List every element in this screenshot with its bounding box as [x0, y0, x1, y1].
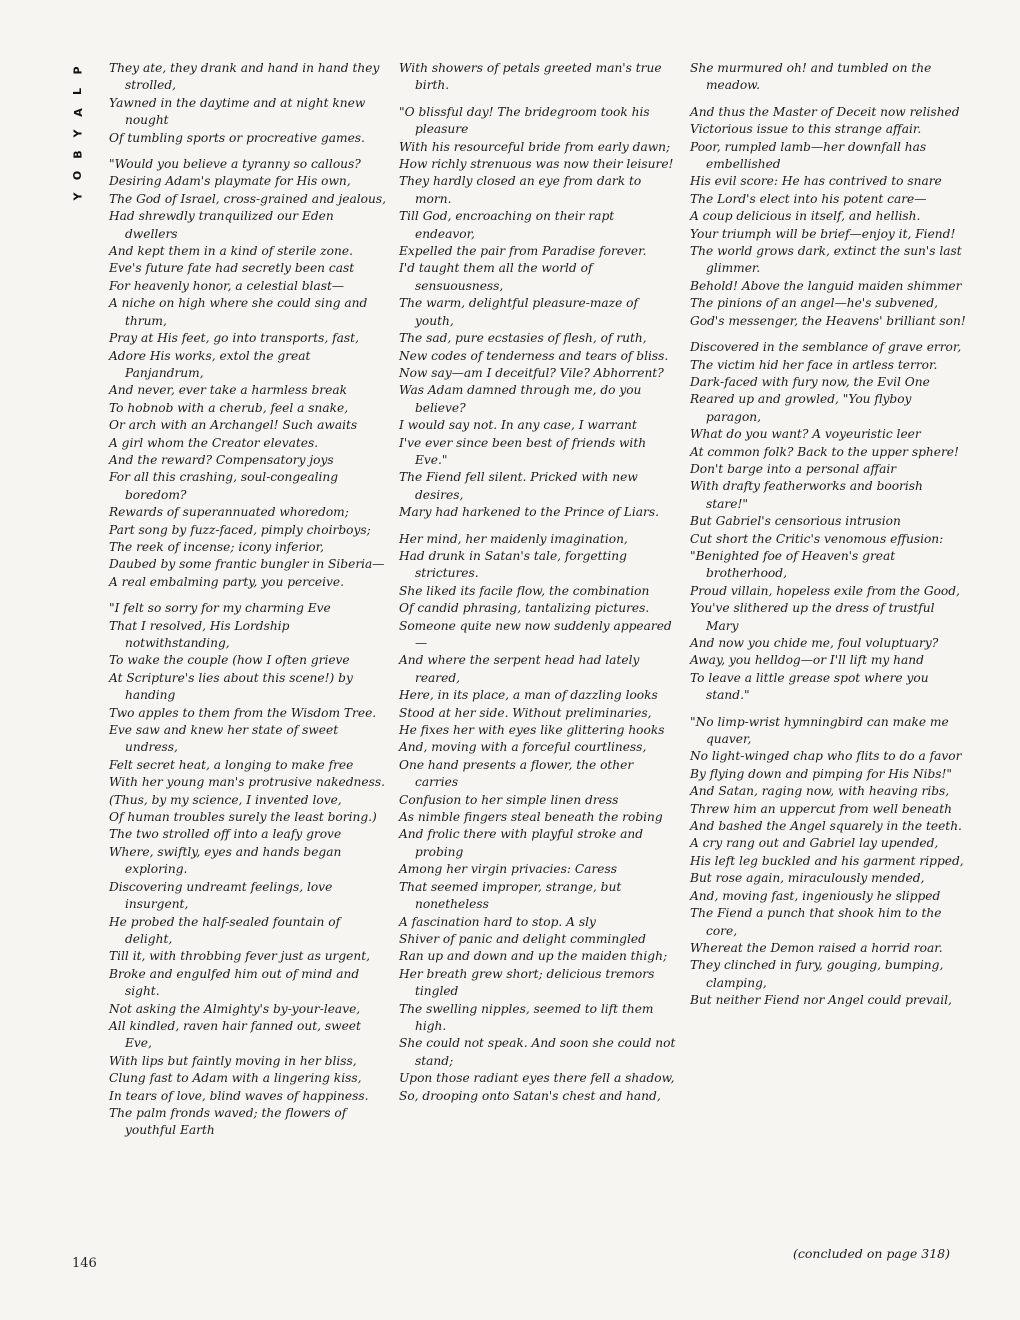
verse-line: That seemed improper, strange, but nonetheless	[399, 879, 622, 912]
verse-line: For all this crashing, soul-congealing boredom?	[109, 470, 339, 502]
verse-line: He probed the half-sealed fountain of delight,	[109, 914, 341, 946]
verse-line: The victim hid her face in artless terror.	[690, 357, 938, 372]
verse-line: No light-winged chap who flits to do a favor	[690, 749, 962, 764]
verse-line: Threw him an uppercut from well beneath	[690, 801, 952, 816]
verse-line: Expelled the pair from Paradise forever.	[399, 244, 647, 259]
verse-line: Dark-faced with fury now, the Evil One	[690, 374, 930, 389]
verse-line: Till it, with throbbing fever just as urgent,	[109, 949, 371, 964]
verse-line: And never, ever take a harmless break	[109, 383, 347, 398]
verse-line: Where, swiftly, eyes and hands began exploring.	[109, 844, 342, 877]
verse-line: Confusion to her simple linen dress	[399, 792, 619, 807]
verse-line: "Benighted foe of Heaven's great brotherhood,	[690, 548, 896, 581]
verse-line: Adore His works, extol the great Panjandrum,	[109, 348, 311, 380]
verse-line: The world grows dark, extinct the sun's last glimmer.	[690, 244, 962, 276]
verse-line: With her young man's protrusive nakedness.	[109, 775, 385, 790]
stanza	[690, 104, 968, 330]
verse-line: Among her virgin privacies: Caress	[399, 862, 618, 877]
masthead-letter: O	[71, 170, 85, 181]
page-number: 146	[72, 1256, 97, 1271]
verse-line: I'd taught them all the world of sensuousness,	[399, 261, 593, 293]
verse-line: Broke and engulfed him out of mind and sight.	[109, 966, 360, 999]
stanza	[399, 60, 677, 95]
verse-line: Behold! Above the languid maiden shimmer	[690, 278, 962, 293]
verse-line: With his resourceful bride from early dawn;	[399, 139, 671, 154]
verse-line: At common folk? Back to the upper sphere!	[690, 444, 959, 459]
magazine-masthead	[68, 60, 88, 207]
verse-line: Proud villain, hopeless exile from the Good,	[690, 583, 960, 598]
verse-line: They ate, they drank and hand in hand they strolled,	[109, 61, 380, 93]
stanza	[109, 60, 387, 147]
verse-line: Desiring Adam's playmate for His own,	[109, 174, 351, 189]
verse-line: And, moving fast, ingeniously he slipped	[690, 888, 941, 903]
verse-line: Clung fast to Adam with a lingering kiss,	[109, 1071, 362, 1086]
verse-line: Eve's future fate had secretly been cast	[109, 261, 355, 276]
verse-line: To hobnob with a cherub, feel a snake,	[109, 400, 349, 415]
verse-line: Not asking the Almighty's by-your-leave,	[109, 1001, 361, 1016]
verse-line: He fixes her with eyes like glittering hooks	[399, 723, 665, 738]
poem-column-1	[109, 60, 387, 1149]
verse-line: Her mind, her maidenly imagination,	[399, 531, 628, 546]
verse-line: Was Adam damned through me, do you believe?	[399, 383, 642, 415]
verse-line: Two apples to them from the Wisdom Tree.	[109, 705, 377, 720]
verse-line: Discovered in the semblance of grave error,	[690, 340, 962, 355]
verse-line: As nimble fingers steal beneath the robing	[399, 810, 663, 825]
poem-column-3	[690, 60, 968, 1019]
verse-line: Rewards of superannuated whoredom;	[109, 505, 349, 520]
verse-line: Pray at His feet, go into transports, fast,	[109, 331, 359, 346]
verse-line: A girl whom the Creator elevates.	[109, 435, 319, 450]
stanza	[690, 339, 968, 705]
verse-line: They clinched in fury, gouging, bumping, clamping,	[690, 958, 944, 990]
verse-line: The sad, pure ecstasies of flesh, of ruth,	[399, 331, 647, 346]
verse-line: The palm fronds waved; the flowers of youthful Earth	[109, 1105, 347, 1138]
verse-line: And thus the Master of Deceit now relished	[690, 104, 960, 119]
verse-line: Discovering undreamt feelings, love insurgent,	[109, 879, 333, 912]
poem-column-2	[399, 60, 677, 1114]
verse-line: By flying down and pimping for His Nibs!"	[690, 766, 953, 781]
verse-line: "No limp-wrist hymningbird can make me quaver,	[690, 714, 949, 747]
verse-line: "O blissful day! The bridegroom took his pleasure	[399, 104, 650, 137]
verse-line: God's messenger, the Heavens' brilliant son!	[690, 313, 966, 328]
verse-line: Part song by fuzz-faced, pimply choirboys;	[109, 522, 371, 537]
verse-line: Upon those radiant eyes there fell a shadow,	[399, 1071, 675, 1086]
verse-line: Mary had harkened to the Prince of Liars.	[399, 505, 659, 520]
continuation-note: (concluded on page 318)	[793, 1246, 950, 1261]
verse-line: A coup delicious in itself, and hellish.	[690, 209, 921, 224]
verse-line: She liked its facile flow, the combination	[399, 583, 650, 598]
verse-line: The Fiend fell silent. Pricked with new desires,	[399, 470, 638, 502]
verse-line: And bashed the Angel squarely in the teeth.	[690, 819, 962, 834]
verse-line: The Fiend a punch that shook him to the core,	[690, 906, 942, 938]
verse-line: Don't barge into a personal affair	[690, 461, 897, 476]
verse-line: Her breath grew short; delicious tremors tingled	[399, 966, 655, 999]
verse-line: What do you want? A voyeuristic leer	[690, 427, 921, 442]
verse-line: Of candid phrasing, tantalizing pictures.	[399, 601, 650, 616]
verse-line: Victorious issue to this strange affair.	[690, 122, 922, 137]
verse-line: Reared up and growled, "You flyboy paragon,	[690, 392, 912, 424]
verse-line: You've slithered up the dress of trustful Mary	[690, 601, 935, 633]
verse-line: Poor, rumpled lamb—her downfall has embellished	[690, 139, 927, 172]
verse-line: And frolic there with playful stroke and probing	[399, 827, 644, 859]
verse-line: In tears of love, blind waves of happiness.	[109, 1088, 369, 1103]
verse-line: Shiver of panic and delight commingled	[399, 931, 646, 946]
verse-line: But Gabriel's censorious intrusion	[690, 514, 901, 529]
masthead-letter: Y	[71, 129, 85, 138]
stanza	[690, 714, 968, 1010]
verse-line: Or arch with an Archangel! Such awaits	[109, 418, 358, 433]
verse-line: The reek of incense; icony inferior,	[109, 539, 324, 554]
verse-line: His evil score: He has contrived to snare	[690, 174, 942, 189]
verse-line: Had drunk in Satan's tale, forgetting strictures.	[399, 548, 627, 581]
verse-line: A cry rang out and Gabriel lay upended,	[690, 836, 939, 851]
verse-line: One hand presents a flower, the other carries	[399, 757, 634, 790]
verse-line: That I resolved, His Lordship notwithstanding,	[109, 618, 290, 650]
verse-line: The swelling nipples, seemed to lift them high.	[399, 1001, 654, 1033]
verse-line: A fascination hard to stop. A sly	[399, 914, 596, 929]
verse-line: And Satan, raging now, with heaving ribs,	[690, 784, 950, 799]
verse-line: But rose again, miraculously mended,	[690, 871, 925, 886]
verse-line: They hardly closed an eye from dark to morn.	[399, 174, 642, 206]
verse-line: The God of Israel, cross-grained and jealous,	[109, 191, 386, 206]
masthead-letter: P	[71, 66, 85, 75]
masthead-letter: L	[71, 87, 85, 96]
verse-line: Someone quite new now suddenly appeared—	[399, 618, 672, 650]
verse-line: With drafty featherworks and boorish stare!"	[690, 479, 923, 511]
verse-line: To wake the couple (how I often grieve	[109, 653, 350, 668]
stanza	[109, 600, 387, 1140]
verse-line: At Scripture's lies about this scene!) by handing	[109, 670, 353, 703]
verse-line: Daubed by some frantic bungler in Siberia—	[109, 557, 385, 572]
verse-line: So, drooping onto Satan's chest and hand,	[399, 1088, 661, 1103]
verse-line: I've ever since been best of friends with Eve."	[399, 435, 647, 467]
verse-line: The warm, delightful pleasure-maze of youth,	[399, 296, 639, 328]
verse-line: All kindled, raven hair fanned out, sweet Eve,	[109, 1018, 361, 1051]
verse-line: Felt secret heat, a longing to make free	[109, 757, 354, 772]
verse-line: She could not speak. And soon she could not stand;	[399, 1036, 676, 1068]
verse-line: And now you chide me, foul voluptuary?	[690, 636, 939, 650]
masthead-letter: B	[71, 150, 85, 159]
verse-line: "Would you believe a tyranny so callous?	[109, 157, 361, 172]
verse-line: And where the serpent head had lately reared,	[399, 653, 640, 685]
verse-line: His left leg buckled and his garment ripped,	[690, 853, 964, 868]
verse-line: New codes of tenderness and tears of bliss.	[399, 348, 669, 363]
verse-line: Till God, encroaching on their rapt endeavor,	[399, 209, 615, 241]
masthead-letter: Y	[71, 192, 85, 201]
verse-line: Of tumbling sports or procreative games.	[109, 130, 365, 145]
verse-line: With lips but faintly moving in her bliss,	[109, 1053, 357, 1068]
verse-line: Away, you helldog—or I'll lift my hand	[690, 653, 924, 668]
stanza	[690, 60, 968, 95]
verse-line: Ran up and down and up the maiden thigh;	[399, 949, 668, 964]
verse-line: The pinions of an angel—he's subvened,	[690, 296, 939, 311]
stanza	[399, 531, 677, 1105]
verse-line: With showers of petals greeted man's true birth.	[399, 61, 662, 93]
verse-line: I would say not. In any case, I warrant	[399, 418, 637, 433]
masthead-letter: A	[71, 108, 85, 117]
verse-line: Had shrewdly tranquilized our Eden dwellers	[109, 209, 334, 241]
stanza	[109, 156, 387, 591]
verse-line: Whereat the Demon raised a horrid roar.	[690, 940, 943, 955]
verse-line: She murmured oh! and tumbled on the meadow.	[690, 61, 932, 93]
verse-line: To leave a little grease spot where you stand."	[690, 670, 929, 703]
verse-line: For heavenly honor, a celestial blast—	[109, 278, 345, 293]
verse-line: Stood at her side. Without preliminaries,	[399, 705, 652, 720]
verse-line: A real embalming party, you perceive.	[109, 574, 344, 589]
verse-line: "I felt so sorry for my charming Eve	[109, 601, 331, 616]
verse-line: How richly strenuous was now their leisure!	[399, 157, 674, 172]
verse-line: The two strolled off into a leafy grove	[109, 827, 342, 842]
verse-line: And kept them in a kind of sterile zone.	[109, 244, 353, 259]
verse-line: Now say—am I deceitful? Vile? Abhorrent?	[399, 365, 664, 380]
verse-line: Of human troubles surely the least boring.)	[109, 810, 377, 825]
verse-line: Cut short the Critic's venomous effusion:	[690, 531, 944, 546]
verse-line: And the reward? Compensatory joys	[109, 452, 334, 467]
verse-line: Yawned in the daytime and at night knew nought	[109, 95, 366, 128]
verse-line: Your triumph will be brief—enjoy it, Fiend!	[690, 226, 956, 241]
verse-line: (Thus, by my science, I invented love,	[109, 792, 342, 807]
verse-line: Here, in its place, a man of dazzling looks	[399, 688, 658, 703]
verse-line: But neither Fiend nor Angel could prevail,	[690, 993, 952, 1008]
verse-line: Eve saw and knew her state of sweet undress,	[109, 723, 339, 755]
stanza	[399, 104, 677, 522]
verse-line: The Lord's elect into his potent care—	[690, 191, 927, 206]
verse-line: A niche on high where she could sing and thrum,	[109, 296, 368, 328]
verse-line: And, moving with a forceful courtliness,	[399, 740, 647, 755]
